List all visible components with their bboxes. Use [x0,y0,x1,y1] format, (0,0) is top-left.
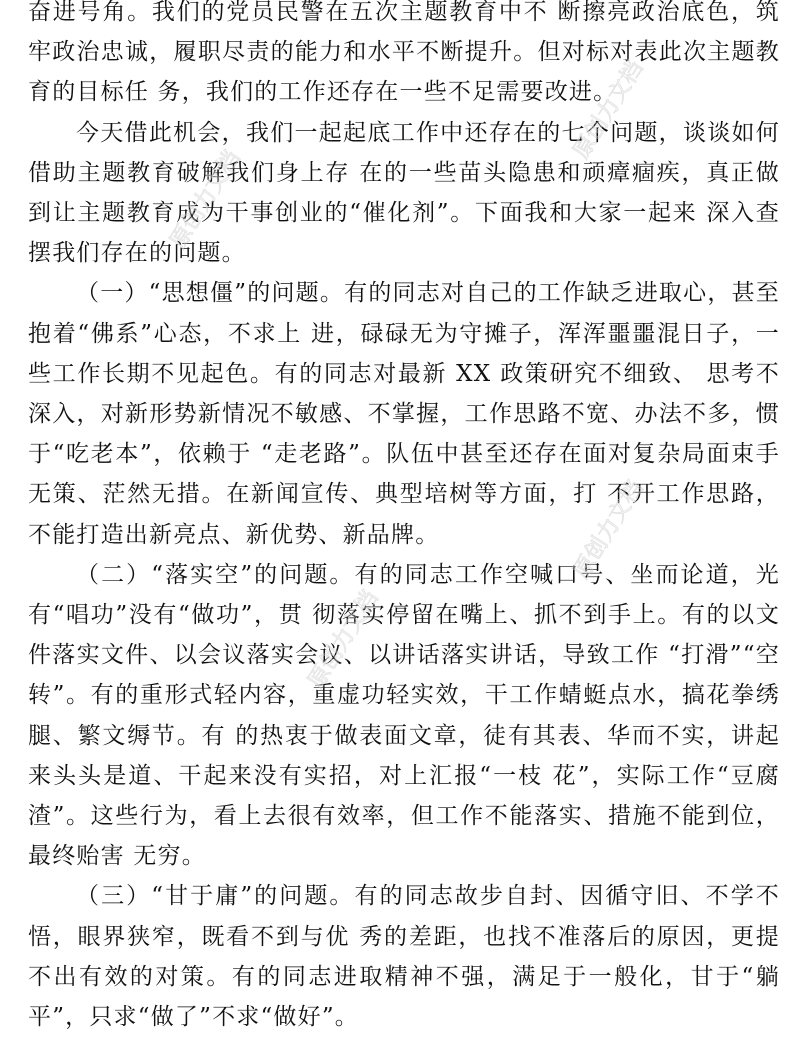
watermark-text: 原创力文档 [303,586,383,693]
watermark-text: 原创力文档 [568,476,648,583]
paragraph-issue-3: （三）“甘于庸”的问题。有的同志故步自封、因循守旧、不学不悟，眼界狭窄，既看不到与优 秀的差距，也找不准落后的原因，更提不出有效的对策。有的同志进取精神不强，满足于一般化，甘于“躺平”，只求“做了”不求“做好”。 [28,883,780,1031]
paragraph-opening: 今天借此机会，我们一起起底工作中还存在的七个问题，谈谈如何借助主题教育破解我们身上存 在的一些苗头隐患和顽瘴痼疾，真正做到让主题教育成为干事创业的“催化剂”。下面我和大家一起来 深入查摆我们存在的问题。 [28,119,780,267]
watermark-text: 原创力文档 [165,146,245,253]
paragraph-issue-1: （一）“思想僵”的问题。有的同志对自己的工作缺乏进取心，甚至抱着“佛系”心态，不求上 进，碌碌无为守摊子，浑浑噩噩混日子，一些工作长期不见起色。有的同志对最新 XX 政策研究不细致、 思考不深入，对新形势新情况不敏感、不掌握，工作思路不宽、办法不多，惯于“吃老本”，依赖于 “走老路”。队伍中甚至还存在面对复杂局面束手无策、茫然无措。在新闻宣传、典型培树等方面，打 不开工作思路，不能打造出新亮点、新优势、新品牌。 [28,280,780,548]
paragraph-intro: 奋进号角。我们的党员民警在五次主题教育中不 断擦亮政治底色，筑牢政治忠诚，履职尽责的能力和水平不断提升。但对标对表此次主题教育的目标任 务，我们的工作还存在一些不足需要改进。 [28,0,780,106]
document-body [28,0,780,1037]
watermark-text: 原创力文档 [568,56,648,163]
paragraph-issue-2: （二）“落实空”的问题。有的同志工作空喊口号、坐而论道，光有“唱功”没有“做功”，贯 彻落实停留在嘴上、抓不到手上。有的以文件落实文件、以会议落实会议、以讲话落实讲话，导致工作 “打滑”“空转”。有的重形式轻内容，重虚功轻实效，干工作蜻蜓点水，搞花拳绣腿、繁文缛节。有 的热衷于做表面文章，徒有其表、华而不实，讲起来头头是道、干起来没有实招，对上汇报“一枝 花”，实际工作“豆腐渣”。这些行为，看上去很有效率，但工作不能落实、措施不能到位，最终贻害 无穷。 [28,561,780,870]
